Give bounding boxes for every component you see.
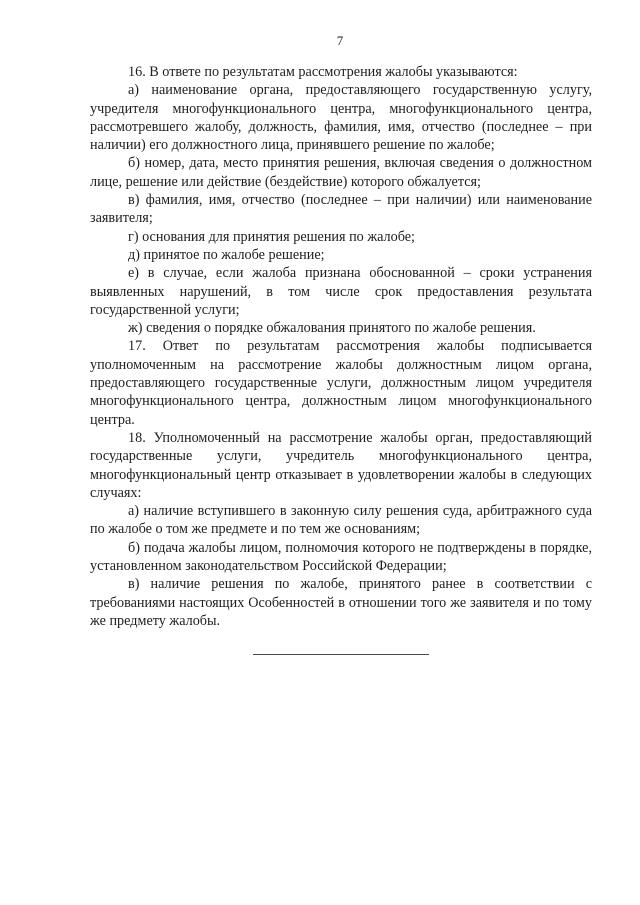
- paragraph-16-item-g: г) основания для принятия решения по жалобе;: [128, 228, 415, 245]
- paragraph-16-item-e: е) в случае, если жалоба признана обоснованной – сроки устранения выявленных нарушений, в том числе срок предоставления результата государственной услуги;: [90, 265, 592, 318]
- document-body: [90, 63, 592, 630]
- paragraph-16: 16. В ответе по результатам рассмотрения жалобы указываются:: [128, 64, 518, 80]
- paragraph-16-item-d: д) принятое по жалобе решение;: [128, 246, 325, 263]
- page-number: 7: [336, 33, 344, 48]
- paragraph-16-item-b: б) номер, дата, место принятия решения, включая сведения о должностном лице, решение или действие (бездействие) которого обжалуется;: [90, 155, 592, 190]
- paragraph-18-item-a: а) наличие вступившего в законную силу решения суда, арбитражного суда по жалобе о том же предмете и по тем же основаниям;: [90, 503, 592, 538]
- paragraph-18: 18. Уполномоченный на рассмотрение жалобы орган, предоставляющий государственные услуги, учредитель многофункционального центра, многофункциональный центр отказывает в удовлетворении жалобы в следующих случаях:: [90, 429, 592, 501]
- paragraph-17: 17. Ответ по результатам рассмотрения жалобы подписывается уполномоченным на рассмотрение жалобы должностным лицом органа, предоставляющего государственные услуги, должностным лицом учредителя многофункционального центра, должностным лицом многофункционального центра.: [90, 338, 592, 428]
- paragraph-16-item-zh: ж) сведения о порядке обжалования принятого по жалобе решения.: [128, 320, 536, 337]
- paragraph-18-item-b: б) подача жалобы лицом, полномочия которого не подтверждены в порядке, установленном законодательством Российской Федерации;: [90, 539, 592, 575]
- paragraph-16-item-a: а) наименование органа, предоставляющего государственную услугу, учредителя многофункционального центра, многофункционального центра, рассмотревшего жалобу, должность, фамилия, имя, отчество (последнее – при наличии) его должностного лица, принявшего решение по жалобе;: [90, 82, 592, 154]
- end-divider-line: [253, 654, 429, 655]
- paragraph-18-item-v: в) наличие решения по жалобе, принятого ранее в соответствии с требованиями настоящих Особенностей в отношении того же заявителя и по тому же предмету жалобы.: [90, 576, 592, 629]
- paragraph-16-item-v: в) фамилия, имя, отчество (последнее – при наличии) или наименование заявителя;: [90, 192, 592, 227]
